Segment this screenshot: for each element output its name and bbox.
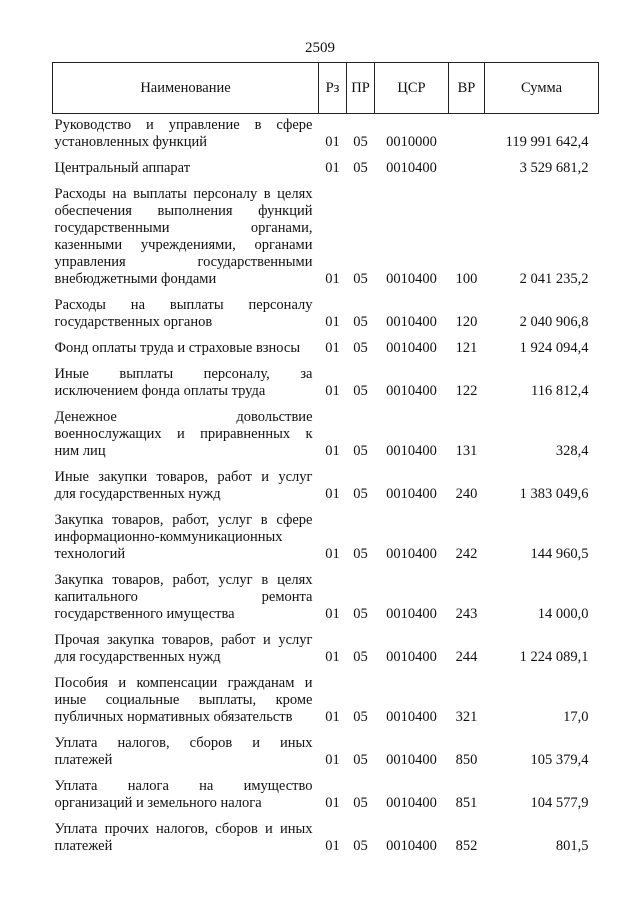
row-rz: 01 [325, 709, 340, 725]
row-pr: 05 [353, 795, 368, 811]
row-pr: 05 [353, 752, 368, 768]
row-vr: 100 [455, 271, 478, 287]
row-rz: 01 [325, 314, 340, 330]
row-vr: 321 [455, 709, 478, 725]
row-pr: 05 [353, 606, 368, 622]
row-name [53, 157, 319, 183]
row-pr: 05 [353, 838, 368, 854]
row-name-line: Закупка товаров, работ, услуг в целях [54, 572, 313, 588]
row-name-line: Фонд оплаты труда и страховые взносы [54, 340, 301, 356]
row-sum: 14 000,0 [537, 606, 589, 622]
row-vr: 122 [455, 383, 478, 399]
row-name-line: Денежное довольствие [54, 409, 313, 425]
row-name-line: казенными учреждениями, органами [54, 237, 313, 253]
row-pr: 05 [353, 546, 368, 562]
header-pr: ПР [347, 63, 375, 114]
row-name-line: публичных нормативных обязательств [54, 709, 293, 725]
table-row [53, 569, 599, 629]
row-pr: 05 [353, 443, 368, 459]
row-rz: 01 [325, 134, 340, 150]
row-name-line: Расходы на выплаты персоналу [54, 297, 313, 313]
row-pr: 05 [353, 709, 368, 725]
table-row [53, 466, 599, 509]
row-vr: 852 [455, 838, 478, 854]
row-name-line: исключением фонда оплаты труда [54, 383, 266, 399]
row-rz: 01 [325, 340, 340, 356]
row-name-line: государственных органов [54, 314, 213, 330]
row-sum: 328,4 [555, 443, 589, 459]
row-name-line: организаций и земельного налога [54, 795, 262, 811]
row-name-line: для государственных нужд [54, 649, 221, 665]
row-csr: 0010400 [386, 486, 437, 502]
row-sum: 2 040 906,8 [519, 314, 589, 330]
row-name-line: ним лиц [54, 443, 106, 459]
row-sum: 119 991 642,4 [505, 134, 589, 150]
row-rz: 01 [325, 546, 340, 562]
table-row [53, 732, 599, 775]
row-csr: 0010400 [386, 443, 437, 459]
row-name-line: Прочая закупка товаров, работ и услуг [54, 632, 313, 648]
row-pr: 05 [353, 134, 368, 150]
row-csr: 0010400 [386, 752, 437, 768]
header-sum: Сумма [485, 63, 599, 114]
row-name [53, 114, 319, 158]
row-name-line: военнослужащих и приравненных к [54, 426, 313, 442]
row-name-line: установленных функций [54, 134, 207, 150]
row-vr: 243 [455, 606, 478, 622]
row-vr: 120 [455, 314, 478, 330]
row-name [53, 672, 319, 732]
table-row [53, 294, 599, 337]
row-name-line: Закупка товаров, работ, услуг в сфере [54, 512, 313, 528]
table-row [53, 629, 599, 672]
budget-table [52, 62, 599, 861]
row-rz: 01 [325, 271, 340, 287]
row-name-line: Иные закупки товаров, работ и услуг [54, 469, 313, 485]
table-row [53, 775, 599, 818]
row-csr: 0010400 [386, 271, 437, 287]
row-sum: 1 924 094,4 [519, 340, 589, 356]
page-number: 2509 [305, 40, 335, 56]
row-rz: 01 [325, 486, 340, 502]
row-csr: 0010400 [386, 795, 437, 811]
header-vr: ВР [449, 63, 485, 114]
row-csr: 0010400 [386, 649, 437, 665]
row-name-line: информационно-коммуникационных [54, 529, 283, 545]
row-csr: 0010000 [386, 134, 437, 150]
row-name [53, 732, 319, 775]
row-name [53, 818, 319, 861]
row-vr: 131 [455, 443, 478, 459]
row-sum: 1 383 049,6 [519, 486, 589, 502]
row-sum: 17,0 [563, 709, 589, 725]
row-rz: 01 [325, 160, 340, 176]
table-row [53, 157, 599, 183]
row-pr: 05 [353, 649, 368, 665]
row-pr: 05 [353, 340, 368, 356]
row-vr: 851 [455, 795, 478, 811]
row-rz: 01 [325, 752, 340, 768]
row-sum: 2 041 235,2 [519, 271, 589, 287]
header-csr: ЦСР [375, 63, 449, 114]
row-sum: 104 577,9 [530, 795, 589, 811]
row-name [53, 406, 319, 466]
table-row [53, 672, 599, 732]
row-name-line: Иные выплаты персоналу, за [54, 366, 313, 382]
table-header [53, 63, 599, 114]
row-name-line: обеспечения выполнения функций [54, 203, 313, 219]
row-csr: 0010400 [386, 606, 437, 622]
row-csr: 0010400 [386, 546, 437, 562]
table-row [53, 114, 599, 158]
row-pr: 05 [353, 314, 368, 330]
row-name-line: иные социальные выплаты, кроме [54, 692, 313, 708]
row-name-line: Уплата налога на имущество [54, 778, 313, 794]
header-rz: Рз [319, 63, 347, 114]
row-vr: 244 [455, 649, 478, 665]
row-pr: 05 [353, 271, 368, 287]
row-pr: 05 [353, 383, 368, 399]
table-row [53, 406, 599, 466]
row-name-line: государственного имущества [54, 606, 235, 622]
row-name-line: Расходы на выплаты персоналу в целях [54, 186, 313, 202]
row-name-line: Уплата прочих налогов, сборов и иных [54, 821, 313, 837]
row-name-line: Пособия и компенсации гражданам и [54, 675, 313, 691]
row-name-line: управления государственными [54, 254, 313, 270]
row-vr [449, 157, 485, 183]
table-row [53, 818, 599, 861]
row-csr: 0010400 [386, 838, 437, 854]
row-rz: 01 [325, 606, 340, 622]
row-name [53, 337, 319, 363]
row-rz: 01 [325, 383, 340, 399]
row-vr: 850 [455, 752, 478, 768]
row-sum: 1 224 089,1 [519, 649, 589, 665]
row-vr: 121 [455, 340, 478, 356]
row-name-line: платежей [54, 838, 113, 854]
row-name-line: внебюджетными фондами [54, 271, 217, 287]
table-row [53, 363, 599, 406]
row-name-line: для государственных нужд [54, 486, 221, 502]
table-row [53, 337, 599, 363]
row-sum: 801,5 [555, 838, 589, 854]
row-name-line: Уплата налогов, сборов и иных [54, 735, 313, 751]
row-csr: 0010400 [386, 383, 437, 399]
row-name [53, 294, 319, 337]
row-vr: 242 [455, 546, 478, 562]
row-rz: 01 [325, 795, 340, 811]
row-name [53, 629, 319, 672]
row-rz: 01 [325, 649, 340, 665]
row-name [53, 509, 319, 569]
row-sum: 3 529 681,2 [519, 160, 589, 176]
row-name [53, 775, 319, 818]
row-pr: 05 [353, 160, 368, 176]
row-name-line: технологий [54, 546, 126, 562]
row-rz: 01 [325, 838, 340, 854]
row-name [53, 363, 319, 406]
row-name [53, 569, 319, 629]
row-sum: 144 960,5 [530, 546, 589, 562]
row-name-line: Руководство и управление в сфере [54, 117, 313, 133]
table-body [53, 114, 599, 862]
row-sum: 116 812,4 [531, 383, 589, 399]
row-name-line: Центральный аппарат [54, 160, 191, 176]
row-name-line: капитального ремонта [54, 589, 313, 605]
row-name [53, 466, 319, 509]
header-name: Наименование [53, 63, 319, 114]
row-name-line: платежей [54, 752, 113, 768]
row-csr: 0010400 [386, 160, 437, 176]
row-sum: 105 379,4 [530, 752, 589, 768]
row-csr: 0010400 [386, 709, 437, 725]
row-rz: 01 [325, 443, 340, 459]
table-row [53, 183, 599, 294]
row-vr [449, 114, 485, 158]
row-name-line: государственными органами, [54, 220, 313, 236]
row-pr: 05 [353, 486, 368, 502]
row-vr: 240 [455, 486, 478, 502]
row-csr: 0010400 [386, 340, 437, 356]
row-csr: 0010400 [386, 314, 437, 330]
table-row [53, 509, 599, 569]
row-name [53, 183, 319, 294]
